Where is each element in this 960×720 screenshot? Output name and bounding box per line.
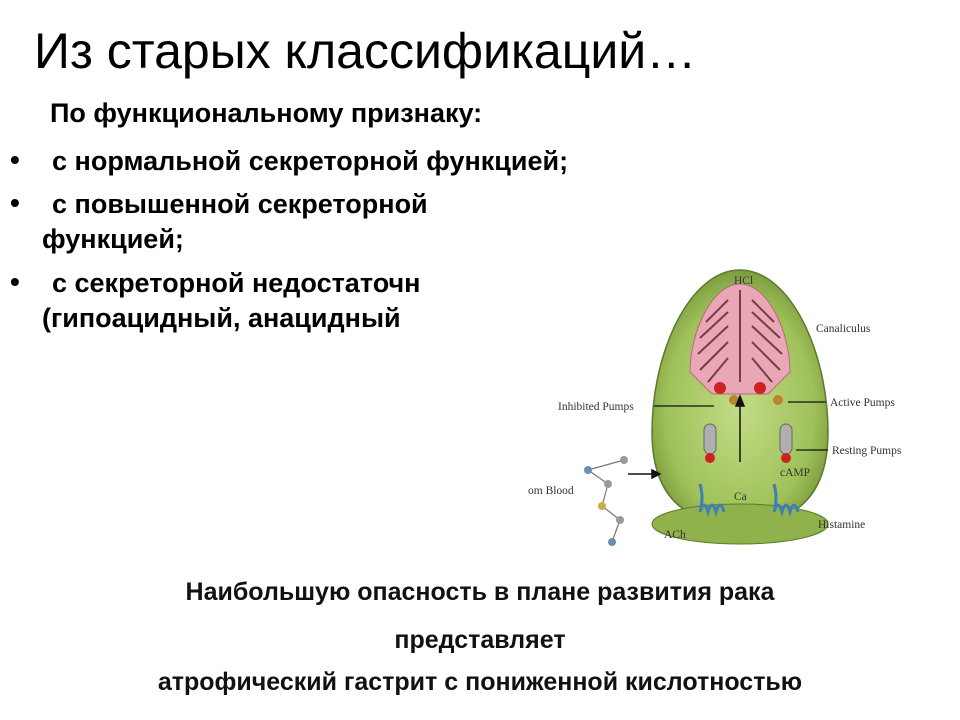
parietal-cell-illustration — [528, 262, 948, 562]
bullet-increased-secretion: с повышенной секреторной — [52, 189, 428, 219]
label-ca: Ca — [734, 491, 747, 503]
bullet-marker: • — [10, 187, 20, 218]
label-histamine: Histamine — [818, 519, 866, 531]
bullet-marker: • — [10, 144, 20, 175]
bullet-secretory-insufficiency: с секреторной недостаточн — [52, 268, 421, 298]
label-camp: cAMP — [780, 467, 811, 479]
bullet-increased-secretion-cont: функцией; — [42, 224, 184, 254]
conclusion-line-1: Наибольшую опасность в плане развития рака — [185, 578, 775, 606]
label-from-blood: om Blood — [528, 485, 574, 497]
label-active-pumps: Active Pumps — [830, 397, 895, 409]
label-inhibited-pumps: Inhibited Pumps — [558, 401, 634, 413]
classification-subheading: По функциональному признаку: — [50, 98, 483, 128]
bullet-secretory-insufficiency-cont: (гипоацидный, анацидный — [42, 303, 401, 333]
conclusion-line-3: атрофический гастрит с пониженной кислотностью — [157, 668, 803, 696]
conclusion-line-2: представляет — [394, 626, 566, 654]
label-resting-pumps: Resting Pumps — [832, 445, 902, 457]
parietal-cell-figure — [528, 262, 948, 562]
label-ach: ACh — [664, 529, 686, 541]
bullet-normal-secretion: с нормальной секреторной функцией; — [52, 146, 569, 176]
slide-title: Из старых классификаций… — [34, 23, 697, 79]
label-hcl: HCl — [734, 275, 754, 287]
bullet-marker: • — [10, 266, 20, 297]
label-canaliculus: Canaliculus — [816, 323, 871, 335]
